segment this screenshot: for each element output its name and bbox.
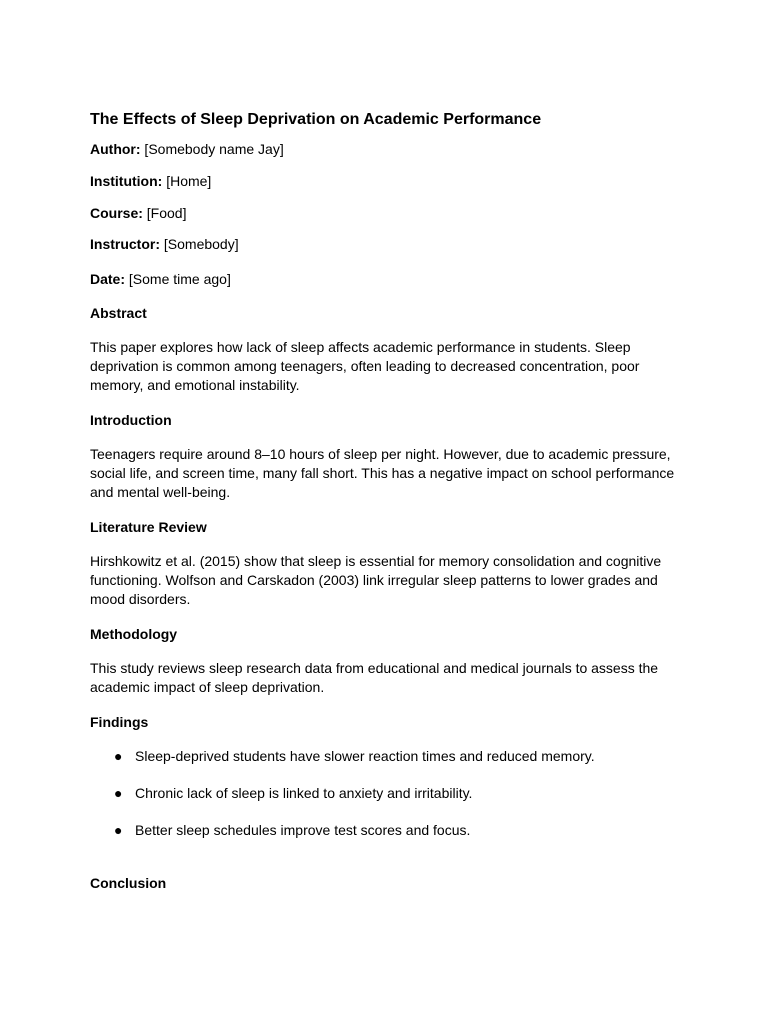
- document-page: [90, 108, 680, 908]
- date-label: Date:: [90, 271, 126, 287]
- findings-heading: Findings: [90, 714, 149, 730]
- finding-text: Better sleep schedules improve test scores and focus.: [135, 822, 471, 838]
- institution-line: [90, 172, 680, 190]
- course-value: [Food]: [142, 205, 187, 221]
- instructor-label: Instructor:: [90, 236, 160, 252]
- conclusion-heading: Conclusion: [90, 875, 167, 891]
- bullet-icon: ●: [114, 748, 123, 764]
- instructor-line: [90, 235, 680, 253]
- bullet-icon: ●: [114, 785, 123, 801]
- author-value: [Somebody name Jay]: [140, 141, 284, 157]
- course-line: [90, 204, 680, 222]
- findings-list: [90, 747, 680, 839]
- instructor-value: [Somebody]: [160, 236, 239, 252]
- institution-value: [Home]: [162, 173, 212, 189]
- date-value: [Some time ago]: [125, 271, 231, 287]
- literature-review-text: Hirshkowitz et al. (2015) show that sleep is essential for memory consolidation and cognitive functioning. Wolfson and Carskadon (2003) link irregular sleep patterns to lower grades and mood disorders.: [90, 553, 662, 607]
- abstract-text: This paper explores how lack of sleep affects academic performance in students. Sleep deprivation is common among teenagers, often leading to decreased concentration, poor memory, and emotional instability.: [90, 339, 640, 393]
- literature-review-heading: Literature Review: [90, 519, 207, 535]
- date-line: [90, 270, 680, 288]
- introduction-text: Teenagers require around 8–10 hours of sleep per night. However, due to academic pressure, social life, and screen time, many fall short. This has a negative impact on school performance and mental well-being.: [90, 446, 675, 500]
- methodology-text: This study reviews sleep research data from educational and medical journals to assess the academic impact of sleep deprivation.: [90, 660, 659, 695]
- author-label: Author:: [90, 141, 141, 157]
- introduction-heading: Introduction: [90, 412, 172, 428]
- finding-text: Sleep-deprived students have slower reaction times and reduced memory.: [135, 748, 595, 764]
- list-item: [90, 747, 680, 765]
- author-line: [90, 140, 680, 158]
- list-item: [90, 784, 680, 802]
- abstract-heading: Abstract: [90, 305, 147, 321]
- institution-label: Institution:: [90, 173, 163, 189]
- methodology-heading: Methodology: [90, 626, 178, 642]
- list-item: [90, 821, 680, 839]
- bullet-icon: ●: [114, 822, 123, 838]
- paper-title: The Effects of Sleep Deprivation on Academic Performance: [90, 111, 542, 128]
- course-label: Course:: [90, 205, 143, 221]
- finding-text: Chronic lack of sleep is linked to anxiety and irritability.: [135, 785, 473, 801]
